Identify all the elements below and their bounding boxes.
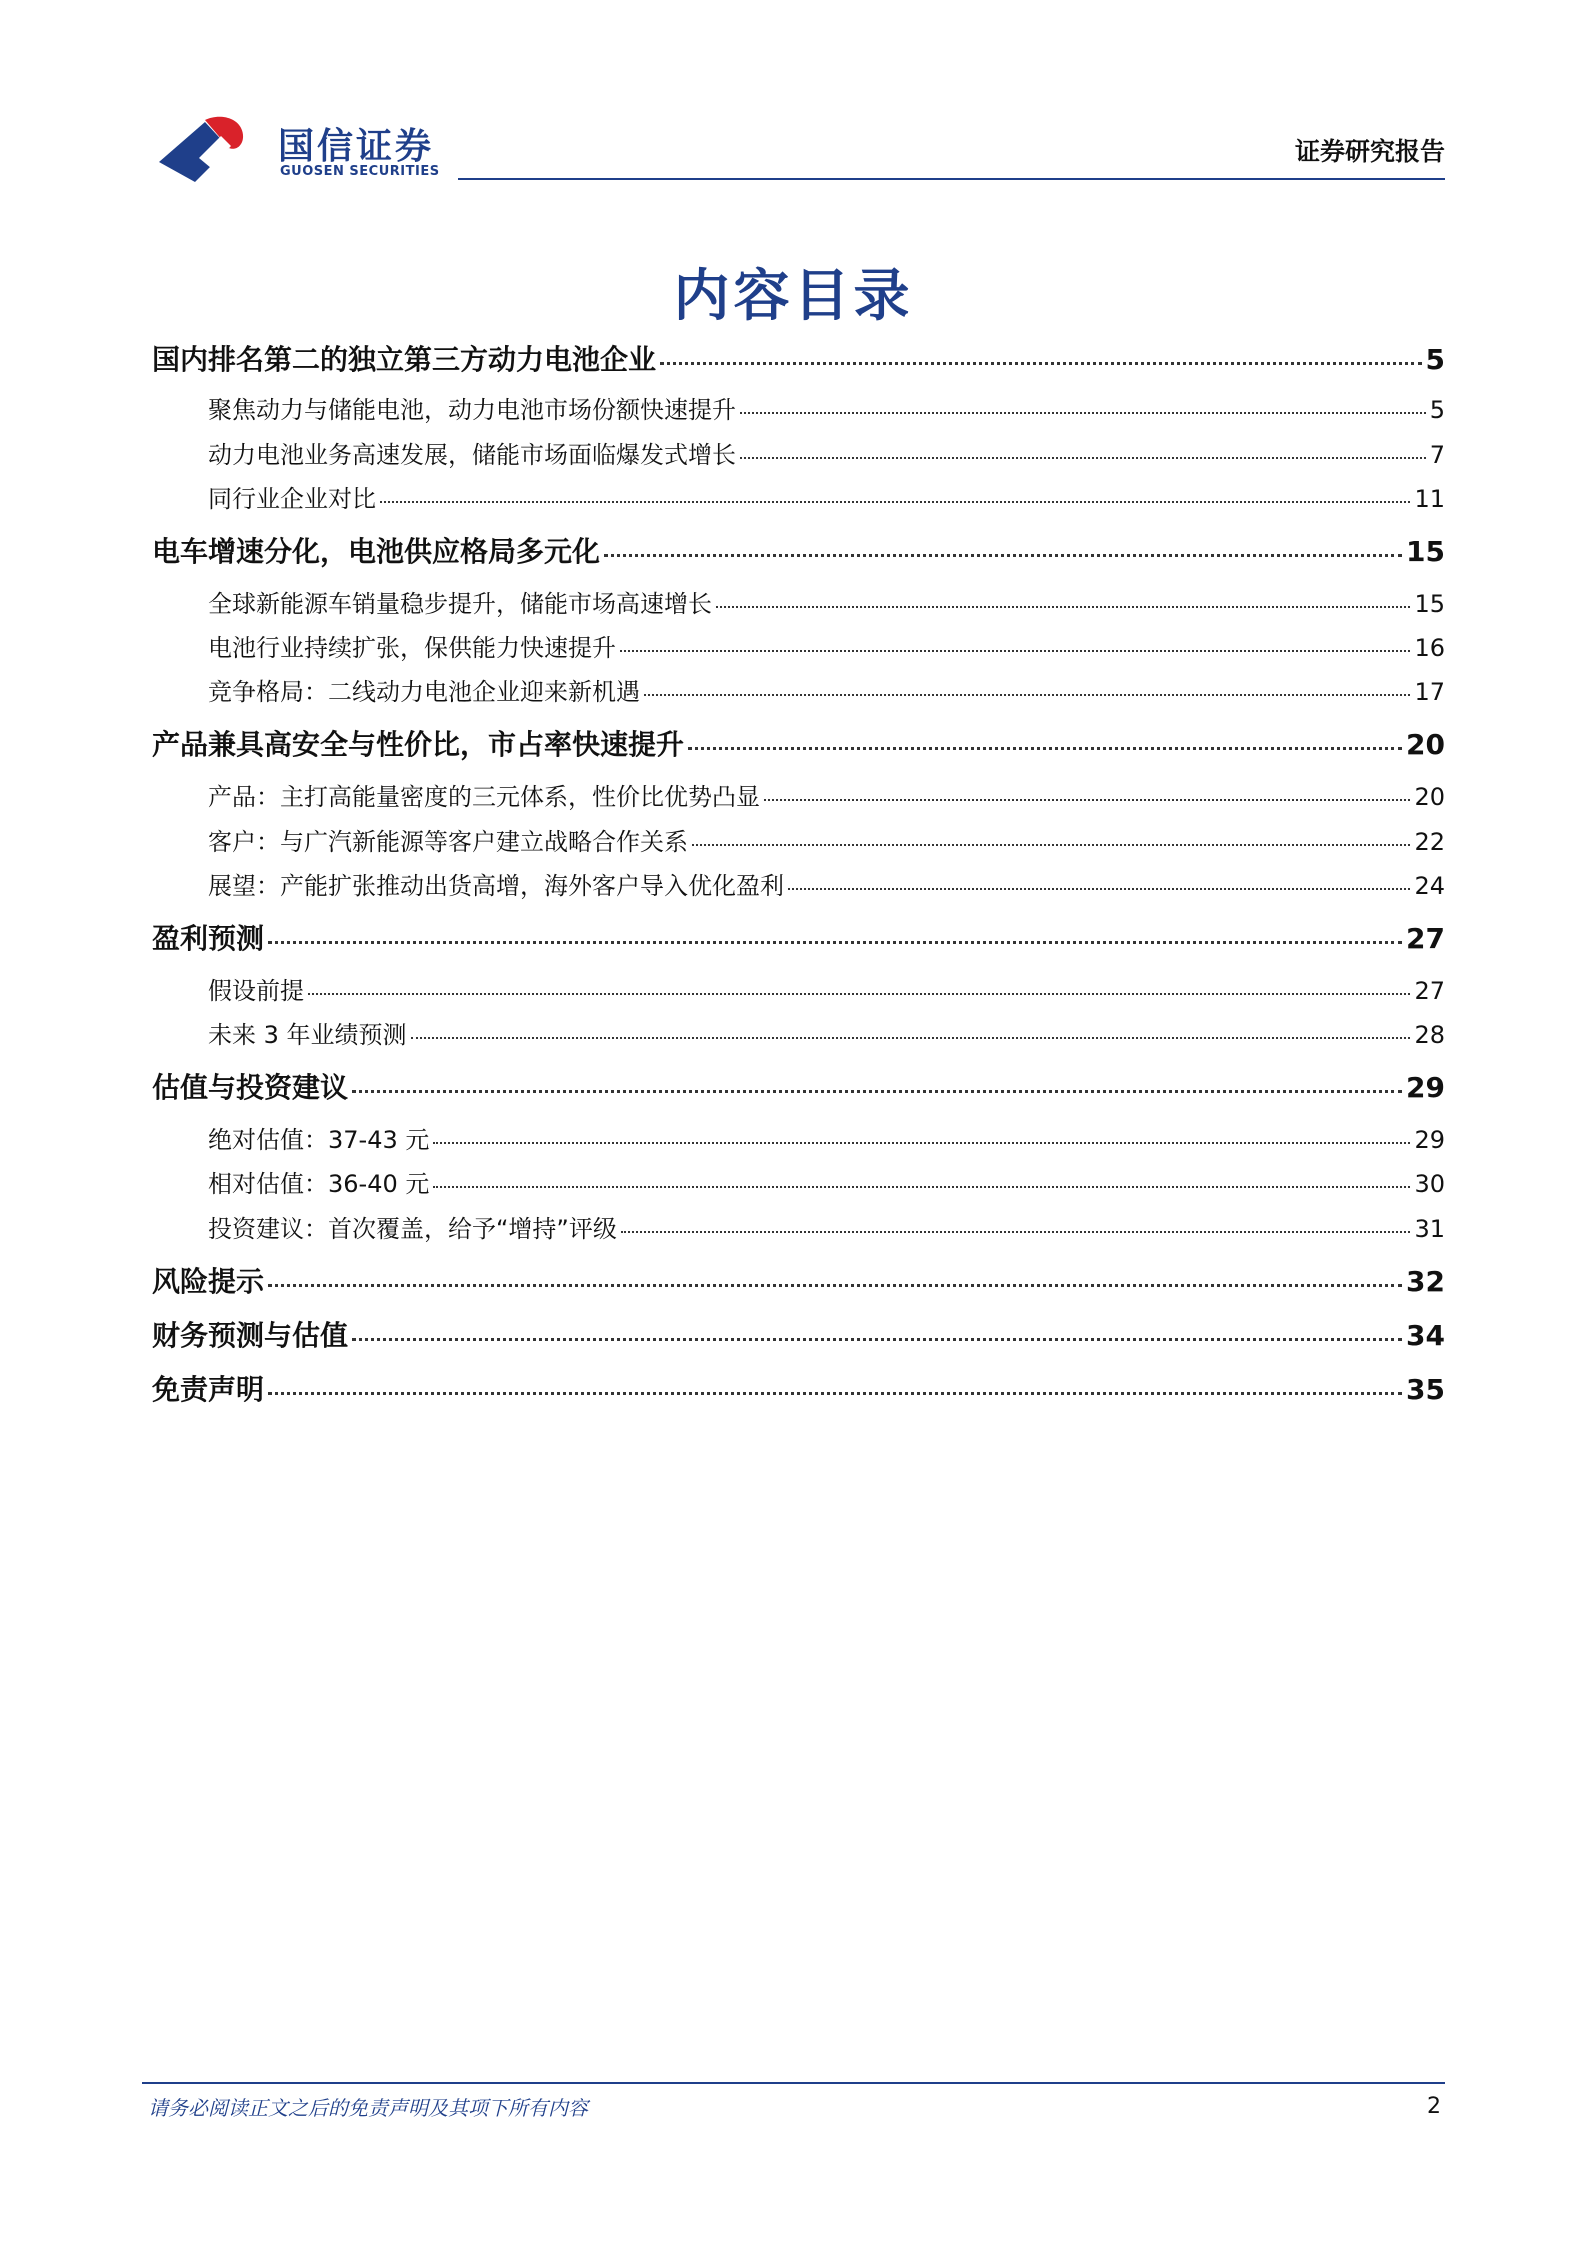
toc-leader-dots (268, 941, 1402, 944)
report-type-label: 证券研究报告 (1294, 137, 1445, 166)
toc-entry-page: 32 (1406, 1265, 1445, 1298)
toc-entry-label: 估值与投资建议 (152, 1071, 349, 1104)
toc-entry-label: 免责声明 (152, 1373, 265, 1406)
toc-leader-dots (716, 606, 1410, 608)
toc-leader-dots (621, 1231, 1411, 1233)
footer-divider (142, 2082, 1445, 2084)
toc-leader-dots (352, 1090, 1402, 1093)
toc-entry-label: 财务预测与估值 (152, 1319, 349, 1352)
toc-entry-page: 17 (1414, 678, 1445, 706)
toc-leader-dots (352, 1338, 1402, 1341)
toc-section-entry[interactable] (152, 435, 1445, 470)
toc-entry-label: 产品：主打高能量密度的三元体系，性价比优势凸显 (208, 783, 760, 811)
toc-chapter-entry[interactable] (152, 1314, 1445, 1354)
toc-section-entry[interactable] (152, 479, 1445, 514)
toc-entry-label: 国内排名第二的独立第三方动力电池企业 (152, 343, 657, 376)
toc-entry-label: 未来 3 年业绩预测 (208, 1021, 407, 1049)
toc-chapter-entry[interactable] (152, 1260, 1445, 1300)
toc-entry-label: 假设前提 (208, 977, 304, 1005)
toc-chapter-entry[interactable] (152, 338, 1445, 378)
toc-section-entry[interactable] (152, 1209, 1445, 1244)
toc-chapter-entry[interactable] (152, 1066, 1445, 1106)
toc-leader-dots (620, 650, 1410, 652)
page-number: 2 (1427, 2094, 1441, 2119)
toc-entry-label: 竞争格局：二线动力电池企业迎来新机遇 (208, 678, 640, 706)
toc-chapter-entry[interactable] (152, 917, 1445, 957)
toc-entry-page: 11 (1414, 485, 1445, 513)
toc-entry-page: 28 (1414, 1021, 1445, 1049)
toc-section-entry[interactable] (152, 1164, 1445, 1199)
toc-leader-dots (644, 694, 1410, 696)
toc-section-entry[interactable] (152, 1015, 1445, 1050)
toc-entry-label: 聚焦动力与储能电池，动力电池市场份额快速提升 (208, 396, 736, 424)
toc-entry-page: 20 (1414, 783, 1445, 811)
toc-leader-dots (764, 799, 1410, 801)
toc-entry-page: 15 (1406, 535, 1445, 568)
toc-entry-label: 电车增速分化，电池供应格局多元化 (152, 535, 601, 568)
toc-leader-dots (692, 844, 1410, 846)
toc-leader-dots (660, 362, 1422, 365)
toc-entry-label: 投资建议：首次覆盖，给予“增持”评级 (208, 1215, 617, 1243)
toc-entry-page: 35 (1406, 1373, 1445, 1406)
toc-section-entry[interactable] (152, 672, 1445, 707)
toc-entry-page: 34 (1406, 1319, 1445, 1352)
toc-leader-dots (268, 1284, 1402, 1287)
toc-entry-page: 24 (1414, 872, 1445, 900)
toc-entry-page: 30 (1414, 1170, 1445, 1198)
toc-chapter-entry[interactable] (152, 530, 1445, 570)
toc-leader-dots (740, 457, 1426, 459)
toc-leader-dots (788, 888, 1410, 890)
toc-title: 内容目录 (673, 264, 914, 329)
toc-section-entry[interactable] (152, 1120, 1445, 1155)
toc-entry-label: 客户：与广汽新能源等客户建立战略合作关系 (208, 828, 688, 856)
toc-leader-dots (740, 412, 1426, 414)
toc-entry-label: 动力电池业务高速发展，储能市场面临爆发式增长 (208, 441, 736, 469)
toc-chapter-entry[interactable] (152, 1368, 1445, 1408)
toc-entry-label: 同行业企业对比 (208, 485, 376, 513)
toc-leader-dots (308, 993, 1410, 995)
toc-section-entry[interactable] (152, 390, 1445, 425)
toc-entry-page: 31 (1414, 1215, 1445, 1243)
toc-leader-dots (411, 1037, 1411, 1039)
toc-entry-page: 27 (1406, 922, 1445, 955)
toc-entry-label: 电池行业持续扩张，保供能力快速提升 (208, 634, 616, 662)
toc-section-entry[interactable] (152, 971, 1445, 1006)
toc-entry-page: 22 (1414, 828, 1445, 856)
footer-disclaimer-note: 请务必阅读正文之后的免责声明及其项下所有内容 (148, 2096, 588, 2120)
brand-name-en: GUOSEN SECURITIES (280, 164, 440, 179)
toc-chapter-entry[interactable] (152, 723, 1445, 763)
toc-entry-label: 相对估值：36-40 元 (208, 1170, 430, 1198)
toc-entry-page: 16 (1414, 634, 1445, 662)
toc-entry-label: 展望：产能扩张推动出货高增，海外客户导入优化盈利 (208, 872, 784, 900)
guosen-logo-icon (155, 112, 275, 184)
toc-entry-label: 盈利预测 (152, 922, 265, 955)
toc-leader-dots (268, 1392, 1402, 1395)
toc-entry-page: 7 (1429, 441, 1445, 469)
toc-leader-dots (380, 501, 1410, 503)
brand-name-cn: 国信证券 (278, 126, 435, 167)
toc-entry-page: 15 (1414, 590, 1445, 618)
toc-leader-dots (688, 747, 1402, 750)
toc-leader-dots (433, 1142, 1410, 1144)
toc-section-entry[interactable] (152, 866, 1445, 901)
toc-entry-label: 绝对估值：37-43 元 (208, 1126, 430, 1154)
toc-section-entry[interactable] (152, 584, 1445, 619)
toc-entry-page: 29 (1414, 1126, 1445, 1154)
toc-entry-label: 全球新能源车销量稳步提升，储能市场高速增长 (208, 590, 712, 618)
toc-entry-page: 5 (1429, 396, 1445, 424)
toc-section-entry[interactable] (152, 628, 1445, 663)
page-header (0, 0, 1587, 190)
header-divider (458, 178, 1445, 180)
toc-entry-page: 5 (1425, 343, 1445, 376)
toc-entry-label: 产品兼具高安全与性价比，市占率快速提升 (152, 728, 685, 761)
toc-entry-label: 风险提示 (152, 1265, 265, 1298)
toc-leader-dots (433, 1186, 1410, 1188)
toc-section-entry[interactable] (152, 777, 1445, 812)
toc-section-entry[interactable] (152, 822, 1445, 857)
toc-entry-page: 29 (1406, 1071, 1445, 1104)
toc-entry-page: 27 (1414, 977, 1445, 1005)
toc-leader-dots (604, 554, 1402, 557)
toc-entry-page: 20 (1406, 728, 1445, 761)
